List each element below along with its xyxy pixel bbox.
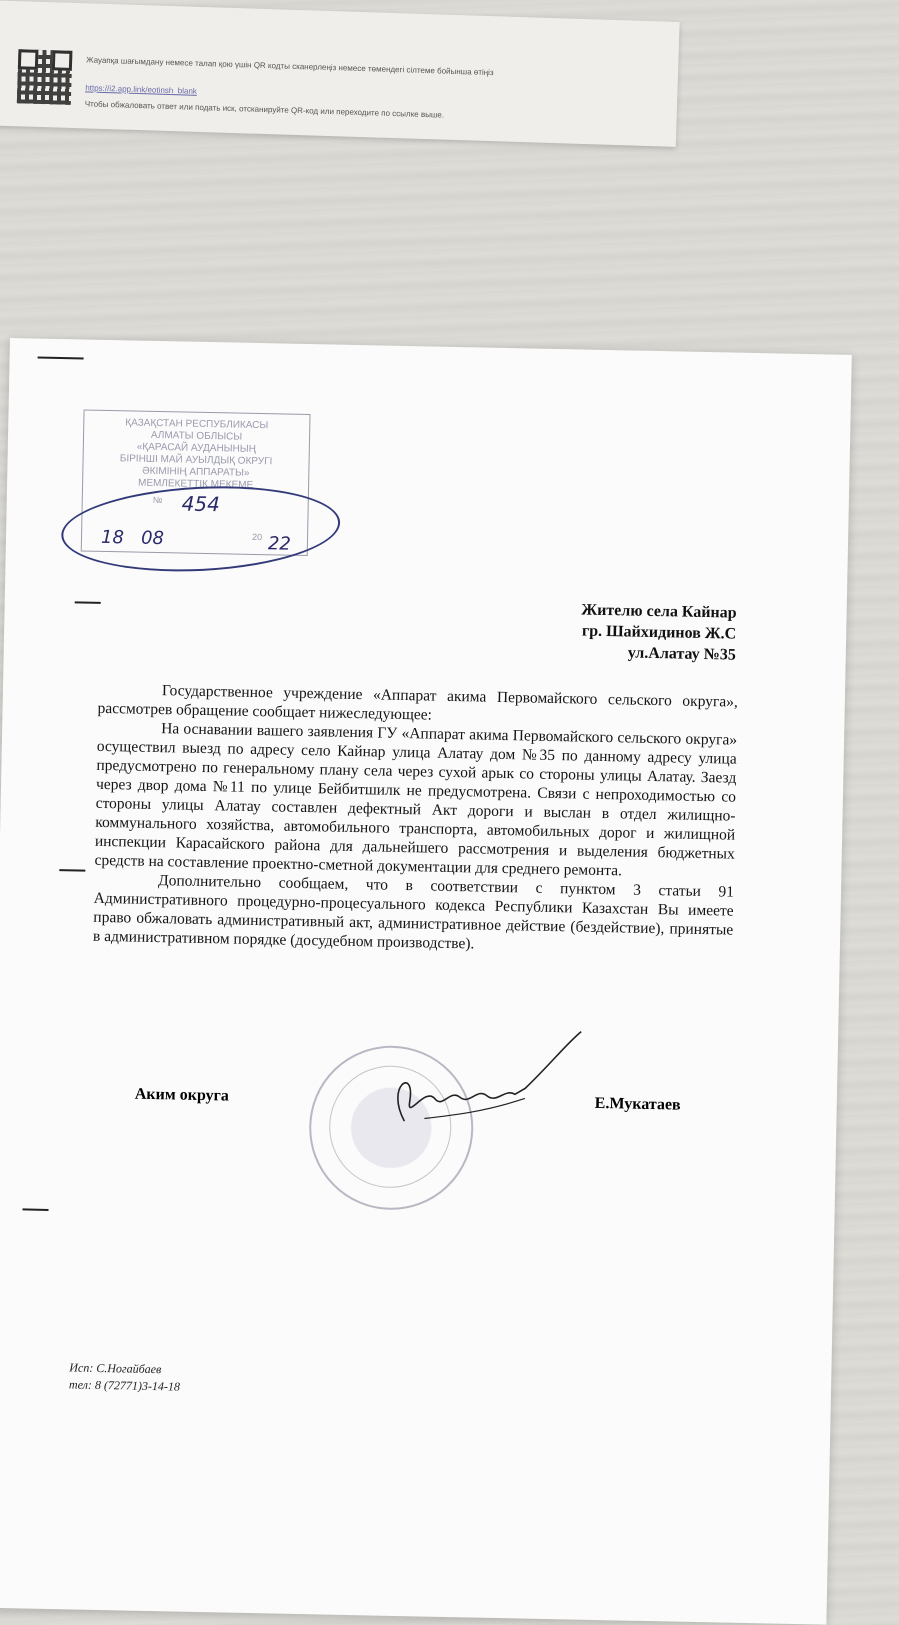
signatory-name: Е.Мукатаев xyxy=(594,1094,681,1114)
handwritten-number: 454 xyxy=(181,491,221,517)
handwritten-date: 18 08 xyxy=(100,526,165,550)
executor-phone: тел: 8 (72771)3-14-18 xyxy=(68,1377,181,1394)
edge-mark xyxy=(59,869,85,872)
letter-sheet xyxy=(0,338,852,1625)
addressee-line: ул.Алатау №35 xyxy=(627,644,736,664)
letter-body xyxy=(93,680,738,959)
edge-mark xyxy=(22,1208,48,1211)
handwritten-signature xyxy=(364,1025,596,1150)
stamp-number-label: № xyxy=(152,494,163,506)
handwritten-year: 22 xyxy=(267,533,292,555)
executor-info xyxy=(69,1359,181,1395)
body-paragraph: Государственное учреждение «Аппарат акима Первомайского сельского округа», рассмотрев обращение сообщает нижеследующее: xyxy=(97,682,739,724)
slip-link[interactable]: https://i2.app.link/eotinsh_blank xyxy=(85,83,198,96)
slip-text-ru: Чтобы обжаловать ответ или подать иск, отсканируйте QR-код или переходите по ссылке выше. xyxy=(84,99,445,120)
stamp-line: ҚАЗАҚСТАН РЕСПУБЛИКАСЫ xyxy=(125,417,269,432)
stamp-year-printed: 20 xyxy=(251,531,263,543)
edge-mark xyxy=(75,601,101,604)
slip-text-kz: Жауапқа шағымдану немесе талап қою үшін QR кодты сканерлеңіз немесе төмендегі сілтеме бойынша өтіңіз xyxy=(86,55,494,78)
qr-slip xyxy=(0,0,680,147)
body-paragraph: На оснавании вашего заявления ГУ «Аппарат акима Первомайского сельского округа» осуществил выезд по адресу село Кайнар улица Алатау дом №35 по данному адресу улица предусмотрено по генеральному плану села через сухой арык со стороны улицы Алатау. Заезд через двор дома №11 по улице Бейбитшилк не предусмотрена. Связи с непроходимостью со стороны улицы Алатау составлен дефектный Акт дороги и выслан в отдел жилищно-коммунального хозяйства, автомобильного транспорта, автомобильных дорог и жилищной инспекции Карасайского района для дальнейшего рассмотрения и выделения бюджетных средств на составление проектно-сметной документации для среднего ремонта. xyxy=(94,720,738,880)
addressee-block xyxy=(580,600,737,666)
stamp-line: ӘКІМІНІҢ АППАРАТЫ» xyxy=(142,465,250,479)
addressee-line: Жителю села Кайнар xyxy=(581,601,737,622)
stamp-line: АЛМАТЫ ОБЛЫСЫ xyxy=(150,429,243,443)
body-paragraph: Дополнительно сообщаем, что в соответствии с пунктом 3 статьи 91 Административного процедурно-процесуального кодекса Республики Казахстан Вы имеете право обжаловать административный акт, административное действие (бездействие), принятые в административном порядке (досудебном производстве). xyxy=(92,872,735,953)
signatory-title: Аким округа xyxy=(134,1085,230,1105)
edge-mark xyxy=(38,357,84,360)
stamp-line: «ҚАРАСАЙ АУДАНЫНЫҢ xyxy=(136,441,256,455)
stamp-line: БІРІНШІ МАЙ АУЫЛДЫҚ ОКРУГІ xyxy=(119,453,273,468)
addressee-line: гр. Шайхидинов Ж.С xyxy=(581,622,737,643)
executor-name: Исп: С.Ногайбаев xyxy=(69,1360,162,1377)
stamp-line: МЕМЛЕКЕТТІК МЕКЕМЕ xyxy=(137,477,254,491)
qr-code-icon[interactable] xyxy=(17,49,73,105)
